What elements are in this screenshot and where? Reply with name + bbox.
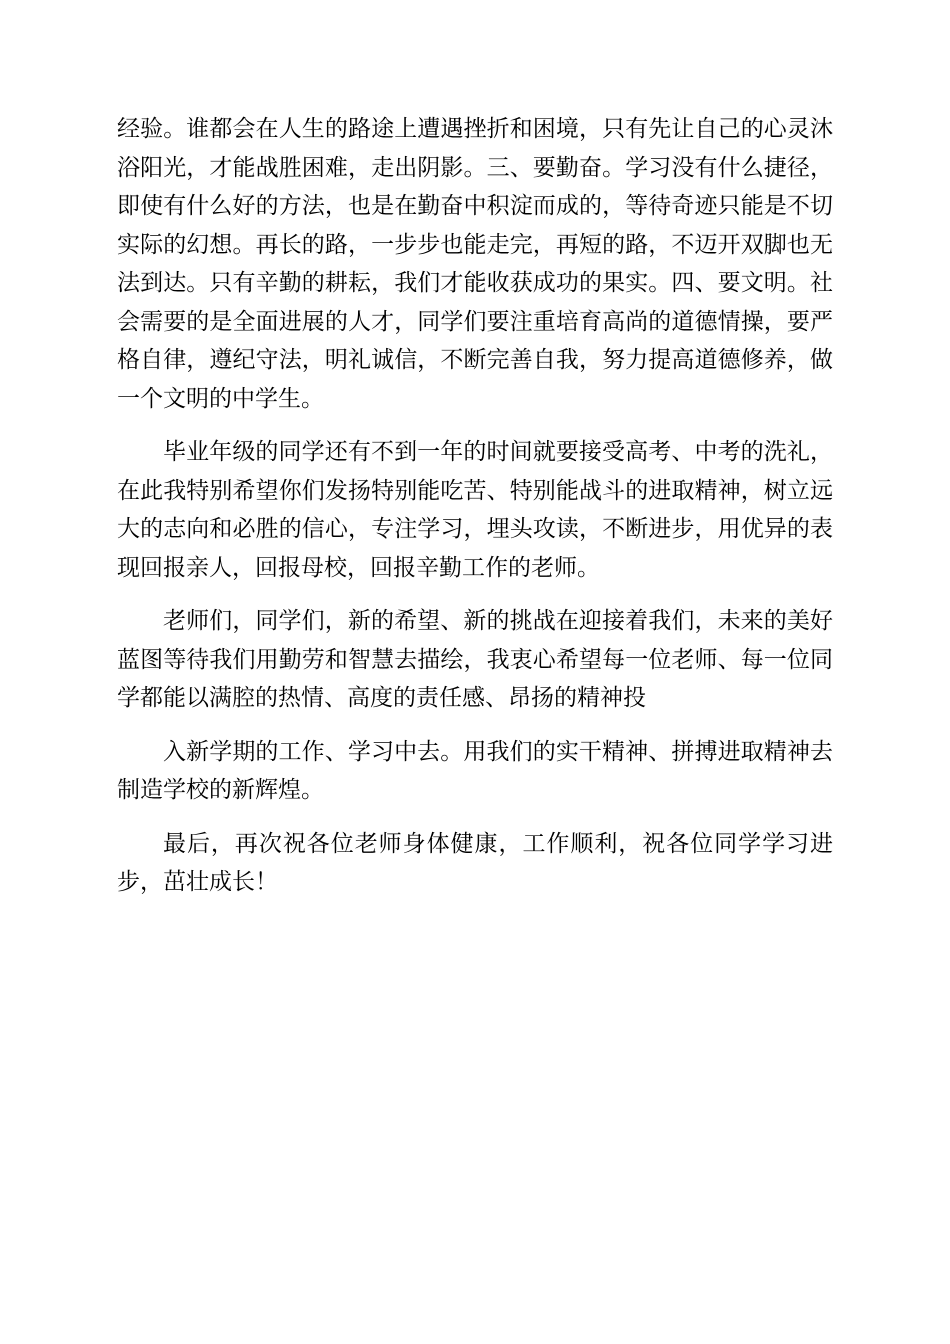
- document-body: [117, 110, 833, 902]
- paragraph-2: 毕业年级的同学还有不到一年的时间就要接受高考、中考的洗礼，在此我特别希望你们发扬特别能吃苦、特别能战斗的进取精神，树立远大的志向和必胜的信心，专注学习，埋头攻读，不断进步，用优异的表现回报亲人，回报母校，回报辛勤工作的老师。: [117, 439, 833, 581]
- paragraph-4: 入新学期的工作、学习中去。用我们的实干精神、拼搏进取精神去制造学校的新辉煌。: [117, 738, 833, 803]
- paragraph-5: 最后，再次祝各位老师身体健康，工作顺利，祝各位同学学习进步，茁壮成长！: [117, 830, 833, 895]
- paragraph-1: 经验。谁都会在人生的路途上遭遇挫折和困境，只有先让自己的心灵沐浴阳光，才能战胜困难，走出阴影。三、要勤奋。学习没有什么捷径，即使有什么好的方法，也是在勤奋中积淀而成的，等待奇迹只能是不切实际的幻想。再长的路，一步步也能走完，再短的路，不迈开双脚也无法到达。只有辛勤的耕耘，我们才能收获成功的果实。四、要文明。社会需要的是全面进展的人才，同学们要注重培育高尚的道德情操，要严格自律，遵纪守法，明礼诚信，不断完善自我，努力提高道德修养，做一个文明的中学生。: [117, 116, 833, 412]
- paragraph-3: 老师们，同学们，新的希望、新的挑战在迎接着我们，未来的美好蓝图等待我们用勤劳和智慧去描绘，我衷心希望每一位老师、每一位同学都能以满腔的热情、高度的责任感、昂扬的精神投: [117, 608, 833, 711]
